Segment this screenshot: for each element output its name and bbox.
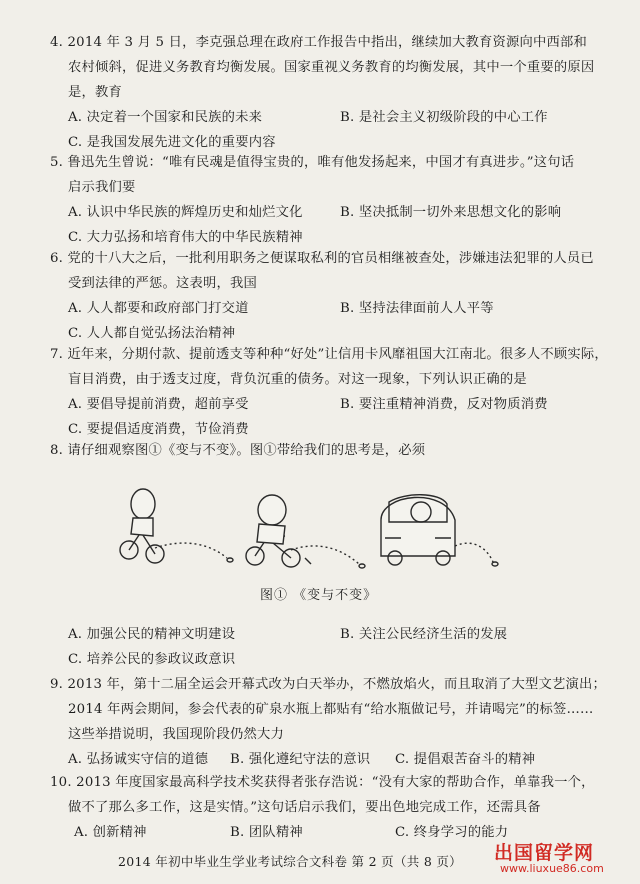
q9-stem-line-2: 2014 年两会期间，参会代表的矿泉水瓶上都贴有“给水瓶做记号，并请喝完”的标签…… (68, 702, 594, 717)
q10-option-a: A. 创新精神 (74, 825, 147, 840)
question-10 (50, 770, 615, 845)
question-8 (50, 438, 615, 463)
q8-option-b: B. 关注公民经济生活的发展 (340, 627, 508, 642)
q10-stem-line-1: 10. 2013 年度国家最高科学技术奖获得者张存浩说：“没有大家的帮助合作，单靠我一个， (50, 775, 595, 790)
q5-option-b: B. 坚决抵制一切外来思想文化的影响 (340, 205, 562, 220)
q4-stem-line-3: 是，教育 (68, 85, 122, 100)
q5-stem-line-1: 5. 鲁迅先生曾说：“唯有民魂是值得宝贵的，唯有他发扬起来，中国才有真进步。”这句话 (50, 155, 575, 170)
question-8-options (50, 622, 615, 672)
q9-stem-line-3: 这些举措说明，我国现阶段仍然大力 (68, 727, 284, 742)
q9-options-row (50, 747, 615, 772)
question-9 (50, 672, 615, 772)
page-footer: 2014 年初中毕业生学业考试综合文科卷 第 2 页（共 8 页） (118, 854, 462, 869)
watermark-name: 出国留学网 (494, 842, 595, 864)
q9-stem-line-1: 9. 2013 年，第十二届全运会开幕式改为白天举办，不燃放焰火，而且取消了大型文艺演出； (50, 677, 606, 692)
q4-stem-line-1: 4. 2014 年 3 月 5 日，李克强总理在政府工作报告中指出，继续加大教育资源向中西部和 (50, 35, 588, 50)
q7-option-b: B. 要注重精神消费，反对物质消费 (340, 397, 548, 412)
q6-option-b: B. 坚持法律面前人人平等 (340, 301, 494, 316)
q9-option-b: B. 强化遵纪守法的意识 (230, 752, 371, 767)
q7-stem-line-1: 7. 近年来，分期付款、提前透支等种种“好处”让信用卡风靡祖国大江南北。很多人不顾实际， (50, 347, 608, 362)
q8-options-row-2 (50, 647, 615, 672)
question-6 (50, 246, 615, 346)
question-5 (50, 150, 615, 250)
q5-option-c: C. 大力弘扬和培育伟大的中华民族精神 (68, 230, 303, 245)
q6-option-c: C. 人人都自觉弘扬法治精神 (68, 326, 236, 341)
question-7 (50, 342, 615, 442)
motorcycle-rider-illustration (246, 495, 365, 568)
q7-options-row-1 (50, 392, 615, 417)
q5-option-a: A. 认识中华民族的辉煌历史和灿烂文化 (68, 205, 303, 220)
q9-option-a: A. 弘扬诚实守信的道德 (68, 752, 209, 767)
q4-option-b: B. 是社会主义初级阶段的中心工作 (340, 110, 548, 125)
q5-stem-line-2: 启示我们要 (68, 180, 136, 195)
q4-stem-line-2: 农村倾斜，促进义务教育均衡发展。国家重视义务教育的均衡发展，其中一个重要的原因 (68, 60, 595, 75)
question-4 (50, 30, 615, 155)
q8-option-a: A. 加强公民的精神文明建设 (68, 627, 236, 642)
q7-option-c: C. 要提倡适度消费，节俭消费 (68, 422, 249, 437)
q4-options-row-1 (50, 105, 615, 130)
q6-options-row-1 (50, 296, 615, 321)
q6-stem-line-1: 6. 党的十八大之后，一批利用职务之便谋取私利的官员相继被查处，涉嫌违法犯罪的人员已 (50, 251, 594, 266)
figure-caption: 图① 《变与不变》 (260, 588, 378, 603)
q4-option-c: C. 是我国发展先进文化的重要内容 (68, 135, 276, 150)
q6-option-a: A. 人人都要和政府部门打交道 (68, 301, 249, 316)
q8-options-row-1 (50, 622, 615, 647)
q8-stem: 8. 请仔细观察图①《变与不变》。图①带给我们的思考是，必须 (50, 443, 426, 458)
q7-stem-line-2: 盲目消费，由于透支过度，背负沉重的债务。对这一现象，下列认识正确的是 (68, 372, 527, 387)
cartoon-figure (115, 472, 515, 582)
q10-option-b: B. 团队精神 (230, 825, 303, 840)
bicycle-rider-illustration (120, 489, 233, 563)
q5-options-row-1 (50, 200, 615, 225)
watermark-url: www.liuxue86.com (500, 862, 604, 875)
q9-option-c: C. 提倡艰苦奋斗的精神 (395, 752, 536, 767)
q10-option-c: C. 终身学习的能力 (395, 825, 509, 840)
q4-option-a: A. 决定着一个国家和民族的未来 (68, 110, 263, 125)
q8-option-c: C. 培养公民的参政议政意识 (68, 652, 236, 667)
q6-stem-line-2: 受到法律的严惩。这表明，我国 (68, 276, 257, 291)
car-driver-illustration (381, 495, 498, 566)
q7-option-a: A. 要倡导提前消费，超前享受 (68, 397, 249, 412)
watermark-logo (490, 838, 630, 878)
q10-stem-line-2: 做不了那么多工作，这是实情。”这句话启示我们，要出色地完成工作，还需具备 (68, 800, 541, 815)
